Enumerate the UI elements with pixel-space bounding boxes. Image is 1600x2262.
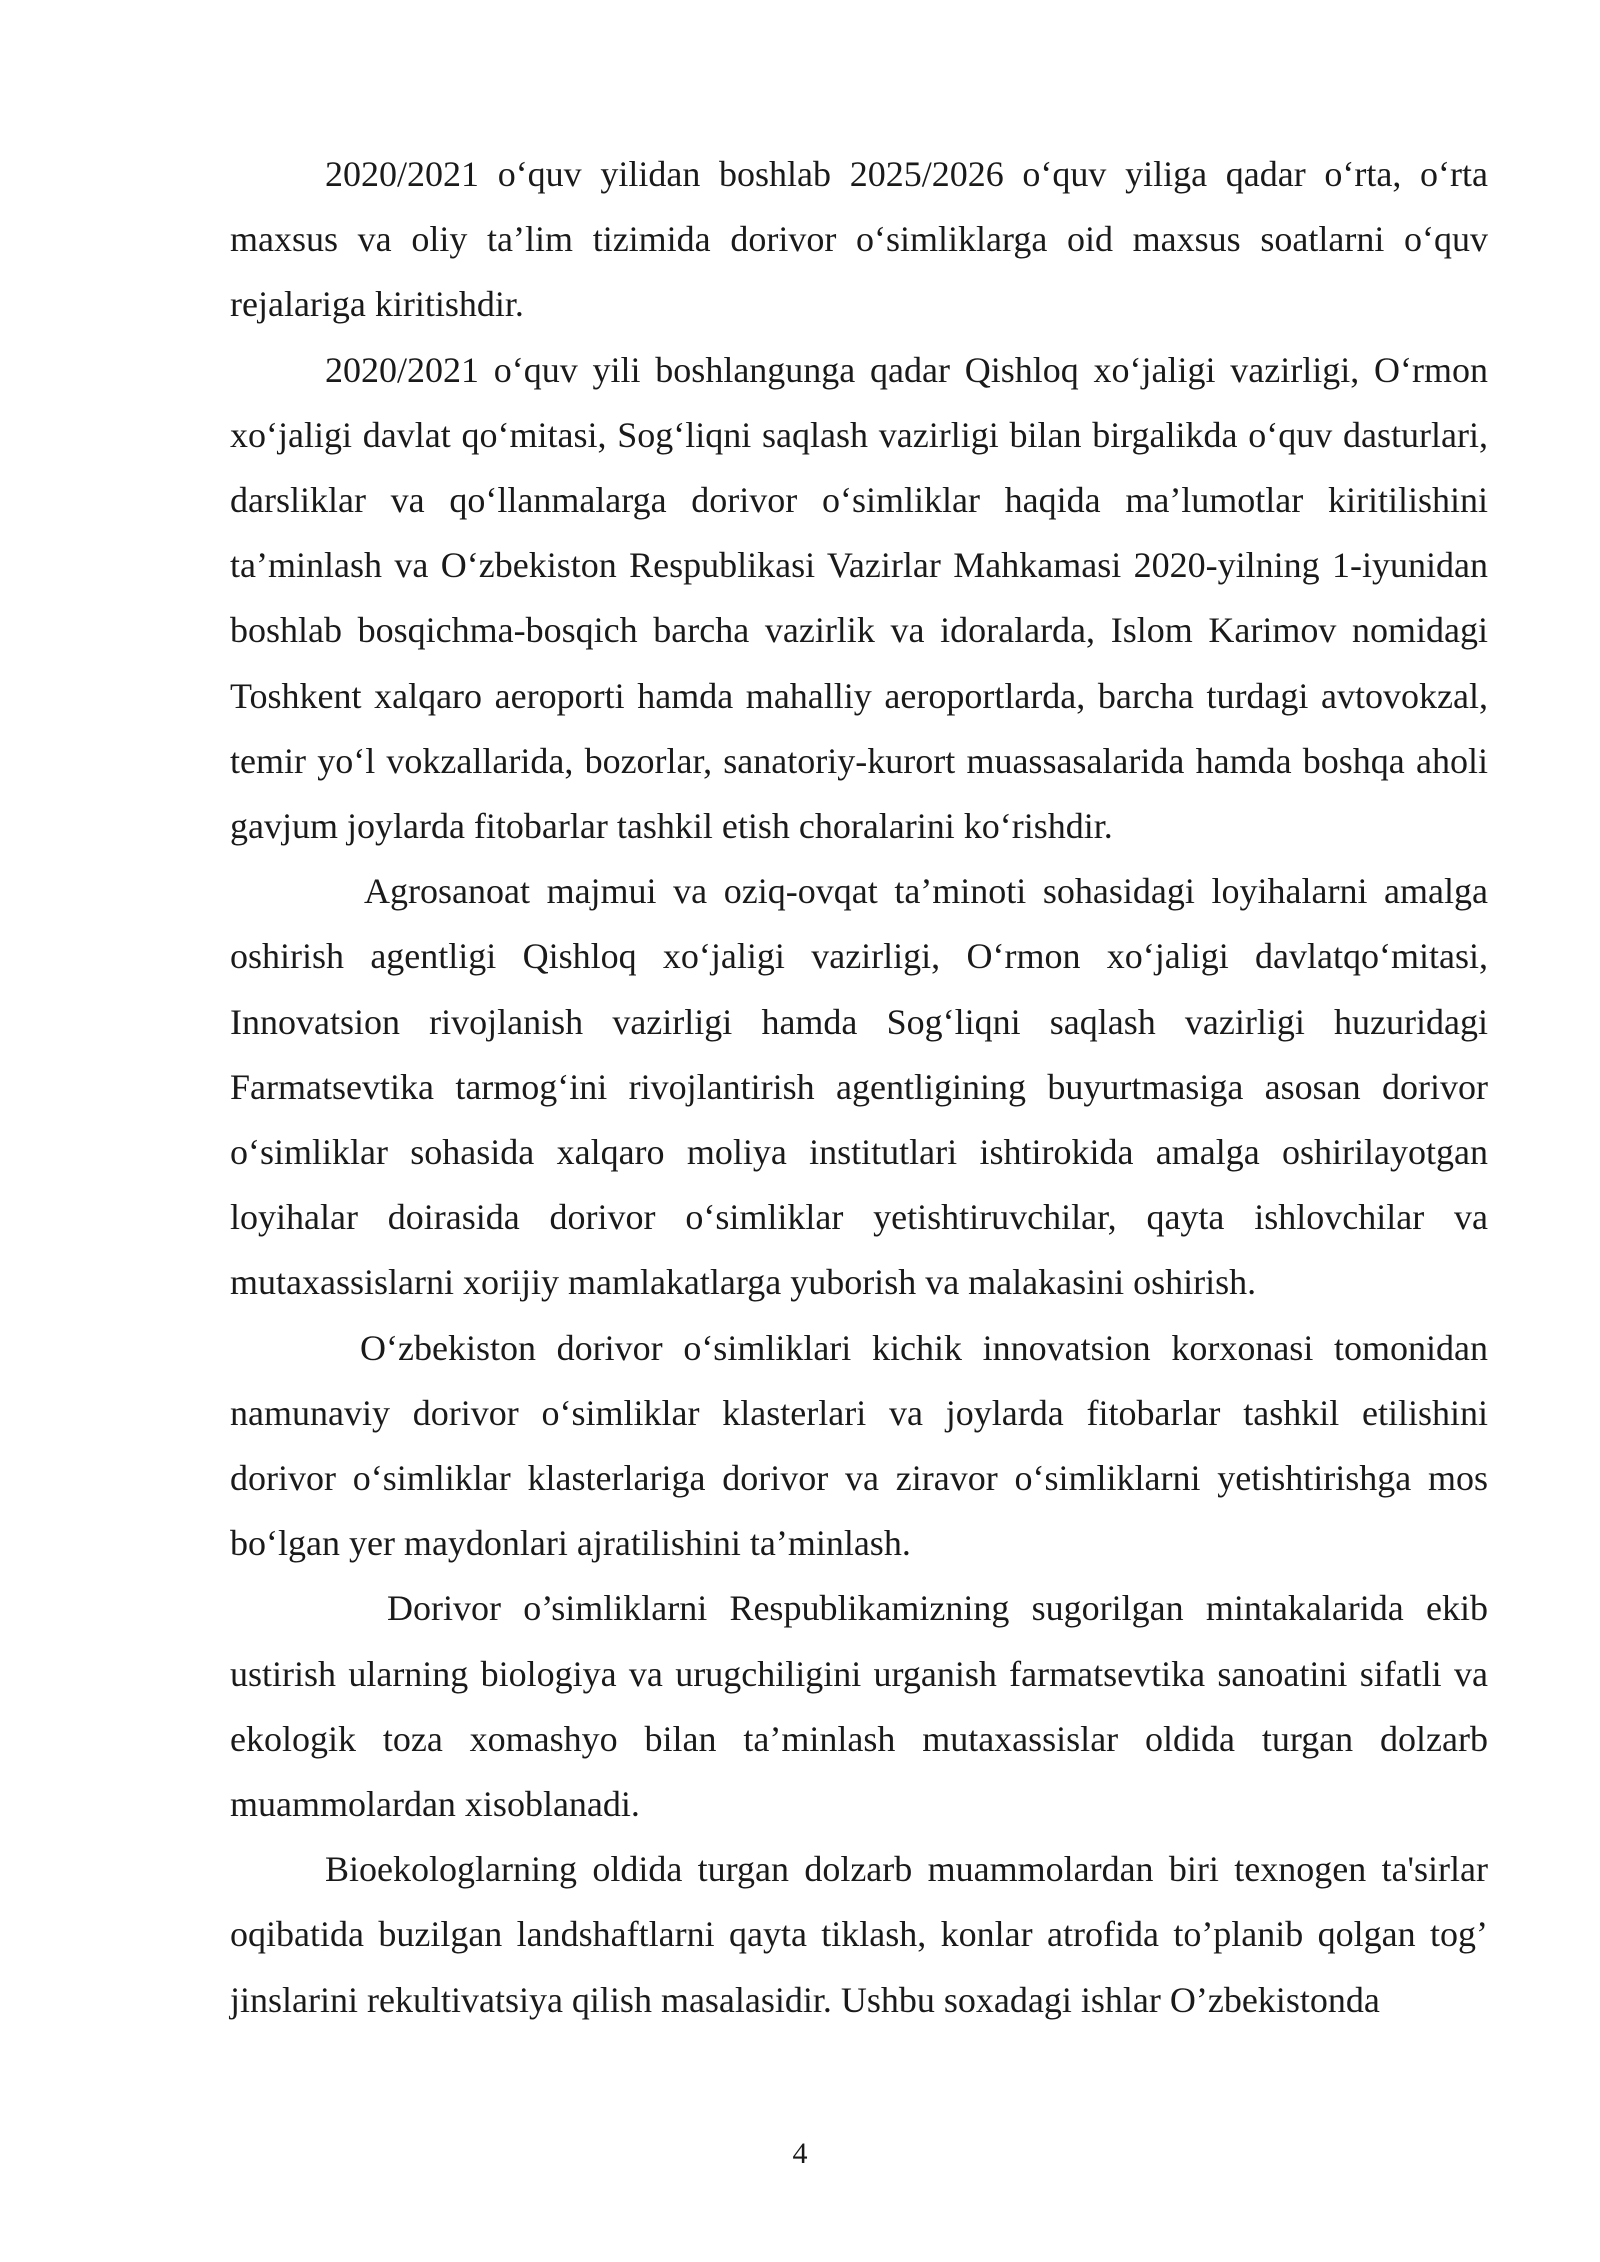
- document-body: [230, 142, 1488, 2033]
- paragraph-agro-agency: Agrosanoat majmui va oziq-ovqat ta’minoti sohasidagi loyihalarni amalga oshirish agentligi Qishloq xo‘jaligi vazirligi, O‘rmon xo‘jaligi davlatqo‘mitasi, Innovatsion rivojlanish vazirligi hamda Sog‘liqni saqlash vazirligi huzuridagi Farmatsevtika tarmog‘ini rivojlantirish agentligining buyurtmasiga asosan dorivor o‘simliklar sohasida xalqaro moliya institutlari ishtirokida amalga oshirilayotgan loyihalar doirasida dorivor o‘simliklar yetishtiruvchilar, qayta ishlovchilar va mutaxassislarni xorijiy mamlakatlarga yuborish va malakasini oshirish.: [230, 871, 1488, 1303]
- paragraph-irrigated-regions: Dorivor o’simliklarni Respublikamizning sugorilgan mintakalarida ekib ustirish ularning biologiya va urugchiligini urganish farmatsevtika sanoatini sifatli va ekologik toza xomashyo bilan ta’minlash mutaxassislar oldida turgan dolzarb muammolardan xisoblanadi.: [230, 1588, 1488, 1825]
- paragraph-bioecologists: Bioekologlarning oldida turgan dolzarb muammolardan biri texnogen ta'sirlar oqibatida buzilgan landshaftlarni qayta tiklash, konlar atrofida to’planib qolgan tog’ jinslarini rekultivatsiya qilish masalasidir. Ushbu soxadagi ishlar O’zbekistonda: [230, 1849, 1488, 2020]
- paragraph-phytobars: 2020/2021 o‘quv yili boshlangunga qadar Qishloq xo‘jaligi vazirligi, O‘rmon xo‘jaligi davlat qo‘mitasi, Sog‘liqni saqlash vazirligi bilan birgalikda o‘quv dasturlari, darsliklar va qo‘llanmalarga dorivor o‘simliklar haqida ma’lumotlar kiritilishini ta’minlash va O‘zbekiston Respublikasi Vazirlar Mahkamasi 2020-yilning 1-iyunidan boshlab bosqichma-bosqich barcha vazirlik va idoralarda, Islom Karimov nomidagi Toshkent xalqaro aeroporti hamda mahalliy aeroportlarda, barcha turdagi avtovokzal, temir yo‘l vokzallarida, bozorlar, sanatoriy-kurort muassasalarida hamda boshqa aholi gavjum joylarda fitobarlar tashkil etish choralarini ko‘rishdir.: [230, 349, 1488, 847]
- paragraph-curriculum-hours: 2020/2021 o‘quv yilidan boshlab 2025/2026 o‘quv yiliga qadar o‘rta, o‘rta maxsus va oliy ta’lim tizimida dorivor o‘simliklarga oid maxsus soatlarni o‘quv rejalariga kiritishdir.: [230, 154, 1488, 325]
- page-number: 4: [792, 2137, 808, 2170]
- paragraph-innovation-enterprise: O‘zbekiston dorivor o‘simliklari kichik innovatsion korxonasi tomonidan namunaviy dorivor o‘simliklar klasterlari va joylarda fitobarlar tashkil etilishini dorivor o‘simliklar klasterlariga dorivor va ziravor o‘simliklarni yetishtirishga mos bo‘lgan yer maydonlari ajratilishini ta’minlash.: [230, 1327, 1488, 1564]
